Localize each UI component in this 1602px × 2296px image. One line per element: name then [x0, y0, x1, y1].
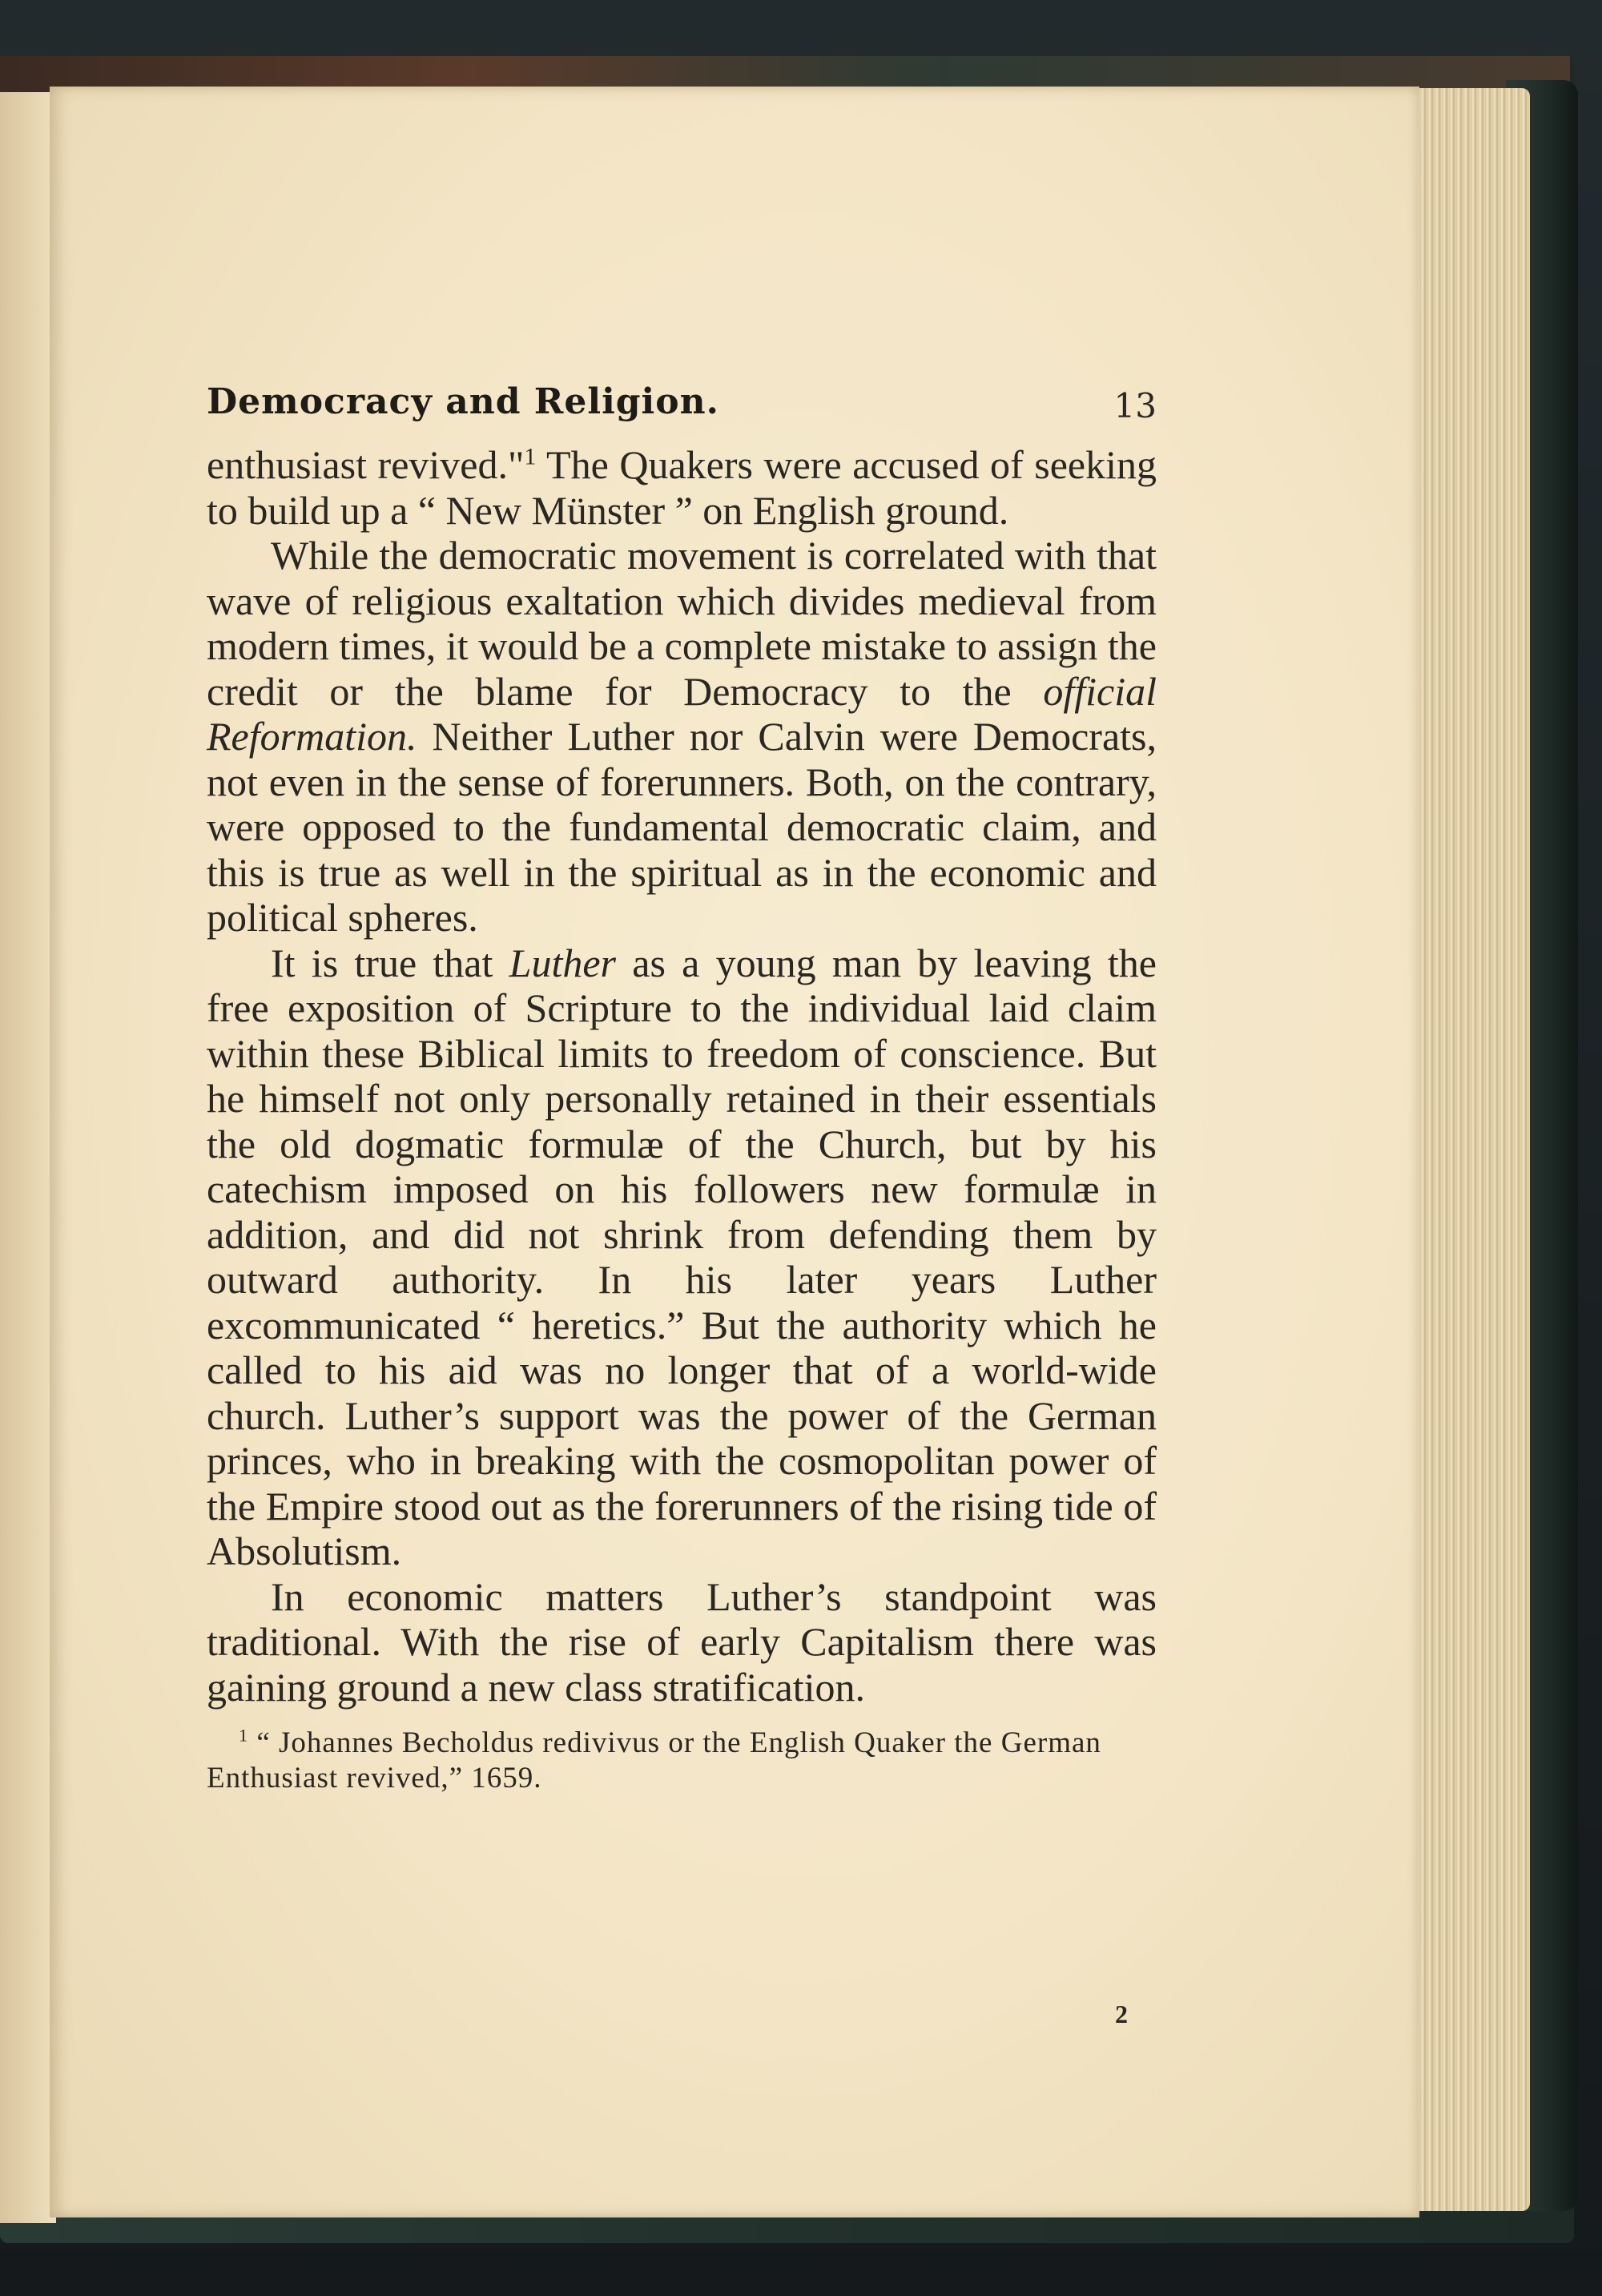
- text-block: [207, 381, 1157, 1796]
- signature-mark: 2: [1115, 2000, 1128, 2028]
- running-header: [207, 381, 1157, 437]
- page-fore-edge: [1406, 88, 1530, 2211]
- emphasis-official-reformation: official Reformation.: [207, 668, 1157, 759]
- footnote-1: $^1$ “ Johannes Becholdus redivivus or the English Quaker the German Enthusiast revived,” 1659.: [207, 1725, 1101, 1795]
- paragraph-1: enthusiast revived."$^1$ The Quakers were accused of seeking to build up a “ New Münster ” on English ground.: [207, 442, 1157, 533]
- footnote-marker: 1: [524, 443, 537, 470]
- paragraph-3: It is true that Luther as a young man by leaving the free exposition of Scripture to the individual laid claim within these Biblical limits to freedom of conscience. But he himself not only personally retained in their essentials the old dogmatic formulæ of the Church, but by his catechism imposed on his followers new formulæ in addition, and did not shrink from defending them by outward authority. In his later years Luther excommunicated “ heretics.” But the authority which he called to his aid was no longer that of a world-wide church. Luther’s support was the power of the German princes, who in breaking with the cosmopolitan power of the Empire stood out as the forerunners of the rising tide of Absolutism.: [207, 940, 1157, 1573]
- book-page: [50, 87, 1419, 2217]
- paragraph-4: In economic matters Luther’s standpoint was traditional. With the rise of early Capitalism there was gaining ground a new class stratification.: [207, 1573, 1157, 1710]
- paragraph-2: While the democratic movement is correlated with that wave of religious exaltation which divides medieval from modern times, it would be a complete mistake to assign the credit or the blame for Democracy to the official Reformation. Neither Luther nor Calvin were Democrats, not even in the sense of forerunners. Both, on the contrary, were opposed to the fundamental democratic claim, and this is true as well in the spiritual as in the economic and political spheres.: [207, 533, 1157, 940]
- facing-page-edge: [0, 92, 56, 2223]
- emphasis-luther: Luther: [509, 940, 616, 985]
- body-text: [207, 442, 1157, 1710]
- page-number: 13: [1113, 386, 1157, 425]
- running-title: Democracy and Religion.: [207, 381, 719, 422]
- footnotes: [207, 1726, 1157, 1796]
- footnote-number: 1: [239, 1725, 249, 1746]
